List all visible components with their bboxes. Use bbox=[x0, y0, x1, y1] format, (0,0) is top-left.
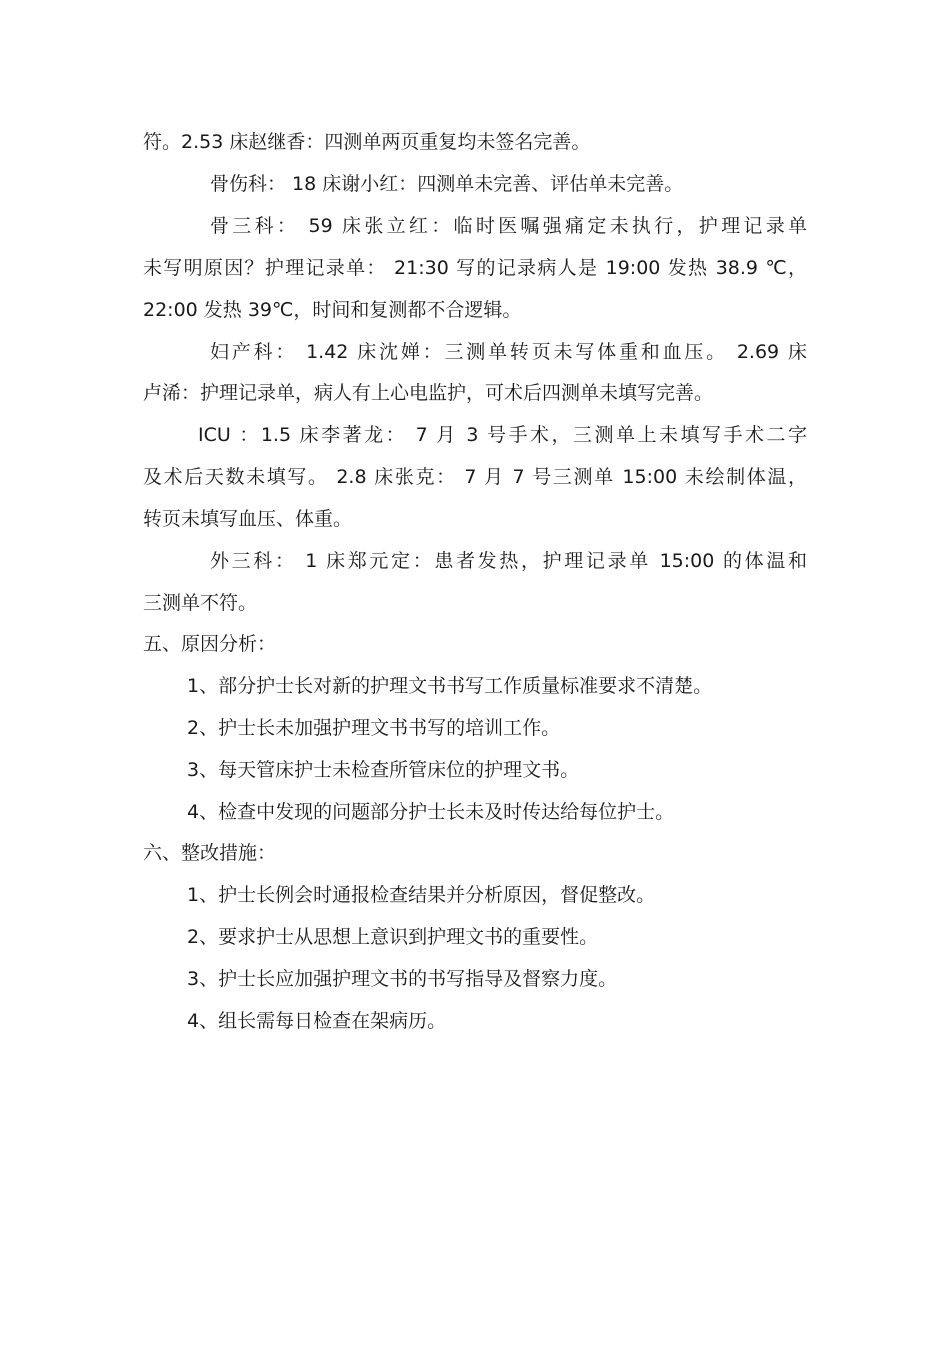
list-item: 2、护士长未加强护理文书书写的培训工作。 bbox=[187, 717, 561, 739]
paragraph-line: 未写明原因？护理记录单： 21:30 写的记录病人是 19:00 发热 38.9 ℃， bbox=[143, 257, 807, 279]
paragraph-line: 卢浠：护理记录单，病人有上心电监护，可术后四测单未填写完善。 bbox=[143, 382, 714, 404]
paragraph-line: 妇产科： 1.42 床沈婵：三测单转页未写体重和血压。 2.69 床 bbox=[210, 341, 807, 363]
paragraph-line: 22:00 发热 39℃，时间和复测都不合逻辑。 bbox=[143, 299, 522, 321]
paragraph-line: 符。2.53 床赵继香：四测单两页重复均未签名完善。 bbox=[143, 131, 591, 153]
paragraph-line: 外三科： 1 床郑元定：患者发热，护理记录单 15:00 的体温和 bbox=[210, 550, 807, 572]
paragraph-line: 骨三科： 59 床张立红：临时医嘱强痛定未执行，护理记录单 bbox=[210, 215, 807, 237]
paragraph-line: 三测单不符。 bbox=[143, 592, 258, 614]
list-item: 4、组长需每日检查在架病历。 bbox=[187, 1010, 447, 1032]
list-item: 2、要求护士从思想上意识到护理文书的重要性。 bbox=[187, 926, 599, 948]
list-item: 1、护士长例会时通报检查结果并分析原因，督促整改。 bbox=[187, 884, 656, 906]
section-heading: 六、整改措施： bbox=[143, 842, 277, 864]
list-item: 3、每天管床护士未检查所管床位的护理文书。 bbox=[187, 759, 580, 781]
list-item: 4、检查中发现的问题部分护士长未及时传达给每位护士。 bbox=[187, 801, 675, 823]
section-heading: 五、原因分析： bbox=[143, 633, 277, 655]
paragraph-line: 骨伤科： 18 床谢小红：四测单未完善、评估单未完善。 bbox=[210, 173, 684, 195]
list-item: 3、护士长应加强护理文书的书写指导及督察力度。 bbox=[187, 968, 618, 990]
paragraph-line: 及术后天数未填写。 2.8 床张克： 7 月 7 号三测单 15:00 未绘制体温， bbox=[143, 466, 807, 488]
paragraph-line: ICU ：1.5 床李著龙： 7 月 3 号手术，三测单上未填写手术二字 bbox=[198, 424, 807, 446]
paragraph-line: 转页未填写血压、体重。 bbox=[143, 508, 353, 530]
list-item: 1、部分护士长对新的护理文书书写工作质量标准要求不清楚。 bbox=[187, 675, 713, 697]
